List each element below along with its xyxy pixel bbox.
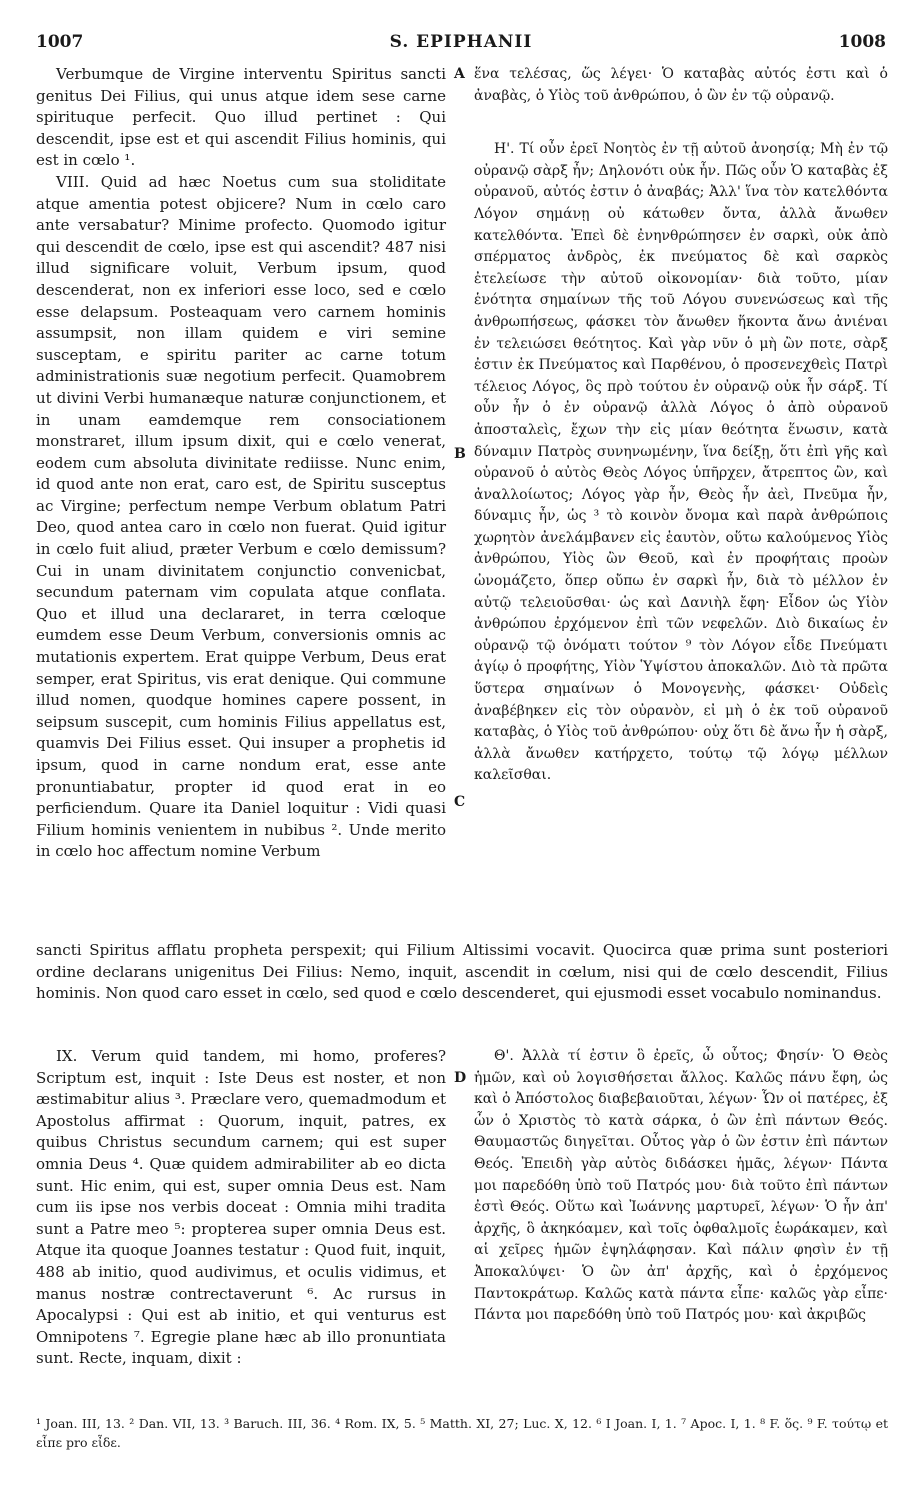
greek-paragraph: Θ'. Ἀλλὰ τί ἐστιν ὃ ἐρεῖς, ὦ οὗτος; Φησίν· Ὁ Θεὸς ἡμῶν, καὶ οὐ λογισθήσεται ἄλλος. Καλῶς πάνυ ἔφη, ὡς καὶ ὁ Ἀπόστολος διαβεβαιοῦται, λέγων· Ὧν οἱ πατέρες, ἐξ ὧν ὁ Χριστὸς τὸ κατὰ σάρκα, ὁ ὢν ἐπὶ πάντων Θεός. Θαυμαστῶς διηγεῖται. Οὗτος γὰρ ὁ ὢν ἐστιν ἐπὶ πάντων Θεός. Ἐπειδὴ γὰρ αὐτὸς διδάσκει ἡμᾶς, λέγων· Πάντα μοι παρεδόθη ὑπὸ τοῦ Πατρός μου· διὰ τοῦτο ἐπὶ πάντων ἐστὶ Θεός. Οὕτω καὶ Ἰωάννης μαρτυρεῖ, λέγων· Ὁ ἦν ἀπ' ἀρχῆς, ὃ ἀκηκόαμεν, καὶ τοῖς ὀφθαλμοῖς ἑωράκαμεν, καὶ αἱ χεῖρες ἡμῶν ἐψηλάφησαν. Καὶ πάλιν φησὶν ἐν τῇ Ἀποκαλύψει· Ὁ ὢν ἀπ' ἀρχῆς, καὶ ὁ ἐρχόμενος Παντοκράτωρ. Καλῶς κατὰ πάντα εἶπε· καλῶς γὰρ εἶπε· Πάντα μοι παρεδόθη ὑπὸ τοῦ Πατρός μου· καὶ ἀκριβῶς [474,1048,888,1324]
margin-letter-a: A [454,66,465,82]
latin-column-lower [36,1046,446,1370]
greek-paragraph: ἕνα τελέσας, ὥς λέγει· Ὁ καταβὰς αὐτός ἐστι καὶ ὁ ἀναβὰς, ὁ Υἱὸς τοῦ ἀνθρώπου, ὁ ὢν ἐν τῷ οὐρανῷ. [474,66,888,104]
greek-column-lower [474,1046,888,1327]
greek-paragraph: Η'. Τί οὖν ἐρεῖ Νοητὸς ἐν τῇ αὐτοῦ ἀνοησίᾳ; Μὴ ἐν τῷ οὐρανῷ σὰρξ ἦν; Δηλονότι οὐκ ἦν. Πῶς οὖν Ὁ καταβὰς ἐξ οὐρανοῦ, αὐτός ἐστιν ὁ ἀναβάς; Ἀλλ' ἵνα τὸν κατελθόντα Λόγον σημάνῃ οὐ κάτωθεν ὄντα, ἀλλὰ ἄνωθεν κατελθόντα. Ἐπεὶ δὲ ἐνηνθρώπησεν ἐν σαρκὶ, οὐκ ἀπὸ σπέρματος ἀνδρὸς, ἐκ πνεύματος δὲ καὶ σαρκὸς ἐτελείωσε τὴν αὐτοῦ οἰκονομίαν· διὰ τοῦτο, μίαν ἑνότητα σημαίνων τῆς τοῦ Λόγου συνενώσεως καὶ τῆς ἀνθρωπήσεως, φάσκει τὸν ἄνωθεν ἥκοντα ἄνω ἀνιέναι ἐν τελειώσει θεότητος. Καὶ γὰρ νῦν ὁ μὴ ὢν ποτε, σὰρξ ἐστιν ἐκ Πνεύματος καὶ Παρθένου, ὁ προσενεχθεὶς Πατρὶ τέλειος Λόγος, ὃς πρὸ τούτου ἐν οὐρανῷ οὐκ ἦν σάρξ. Τί οὖν ἦν ὁ ἐν οὐρανῷ ἀλλὰ Λόγος ὁ ἀπὸ οὐρανοῦ ἀποσταλεὶς, ἔχων τὴν εἰς μίαν θεότητα ἕνωσιν, κατὰ δύναμιν Πατρὸς συνηνωμένην, ἵνα δείξῃ, ὅτι ἐπὶ γῆς καὶ οὐρανοῦ ὁ αὐτὸς Θεὸς Λόγος ὑπῆρχεν, ἄτρεπτος ὢν, καὶ ἀναλλοίωτος; Λόγος γὰρ ἦν, Θεὸς ἦν ἀεὶ, Πνεῦμα ἦν, δύναμις ἦν, ὡς ³ τὸ κοινὸν ὄνομα καὶ παρὰ ἀνθρώποις χωρητὸν ἀνελάμβανεν εἰς ἑαυτὸν, οὕτω καλούμενος Υἱὸς ἀνθρώπου, Υἱὸς ὢν Θεοῦ, καὶ ἐν προφήταις προὼν ὠνομάζετο, ὅπερ οὔπω ἐν σαρκὶ ἦν, διὰ τὸ μέλλον ἐν αὐτῷ τελειοῦσθαι· ὡς καὶ Δανιὴλ ἔφη· Εἶδον ὡς Υἱὸν ἀνθρώπου ἐρχόμενον ἐπὶ τῶν νεφελῶν. Διὸ δικαίως ἐν οὐρανῷ τῷ ὀνόματι τούτον ⁹ τὸν Λόγον εἶδε Πνεύματι ἁγίῳ ὁ προφήτης, Υἱὸν Ὑψίστου ἀποκαλῶν. Διὸ τὰ πρῶτα ὕστερα σημαίνων ὁ Μονογενὴς, φάσκει· Οὐδεὶς ἀναβέβηκεν εἰς τὸν οὐρανὸν, εἰ μὴ ὁ ἐκ τοῦ οὐρανοῦ καταβὰς, ὁ Υἱὸς τοῦ ἀνθρώπου· οὐχ ὅτι δὲ ἄνω ἦν ἡ σὰρξ, ἀλλὰ ἄνωθεν κατήρχετο, τούτῳ τῷ λόγῳ μέλλων καλεῖσθαι. [474,141,888,784]
running-header [36,32,886,56]
running-title: S. EPIPHANII [389,32,533,52]
greek-column-upper [474,64,888,787]
margin-letter-c: C [454,794,466,810]
margin-letter-b: B [454,446,466,462]
page-number-left: 1007 [36,32,84,52]
full-width-paragraph: sancti Spiritus afflatu propheta perspexit; qui Filium Altissimi vocavit. Quocirca quæ prima sunt posteriori ordine declarans unigenitus Dei Filius: Nemo, inquit, ascendit in cœlum, nisi qui de cœlo descendit, Filius hominis. Non quod caro esset in cœlo, sed quod e cœlo descenderet, qui ejusmodi esset vocabulo nominandus. [36,941,888,1003]
latin-paragraph: Verbumque de Virgine interventu Spiritus sancti genitus Dei Filius, qui unus atque idem sese carne spirituque perfecit. Quo illud pertinet : Qui descendit, ipse est et qui ascendit Filius hominis, qui est in cœlo ¹. [36,65,446,170]
margin-letter-d: D [454,1070,467,1086]
page-number-right: 1008 [838,32,886,52]
latin-column-upper [36,64,446,863]
footnotes: ¹ Joan. III, 13. ² Dan. VII, 13. ³ Baruch. III, 36. ⁴ Rom. IX, 5. ⁵ Matth. XI, 27; Luc. X, 12. ⁶ I Joan. I, 1. ⁷ Apoc. I, 1. ⁸ F. ὅς. ⁹ F. τούτῳ et εἶπε pro εἶδε. [36,1416,888,1450]
latin-paragraph: IX. Verum quid tandem, mi homo, proferes? Scriptum est, inquit : Iste Deus est noster, et non æstimabitur alius ³. Præclare vero, quemadmodum et Apostolus affirmat : Quorum, inquit, patres, ex quibus Christus secundum carnem; qui est super omnia Deus ⁴. Quæ quidem admirabiliter ab eo dicta sunt. Hic enim, qui est, super omnia Deus est. Nam cum iis ipse nos verbis doceat : Omnia mihi tradita sunt a Patre meo ⁵: propterea super omnia Deus est. Atque ita quoque Joannes testatur : Quod fuit, inquit, 488 ab initio, quod audivimus, et oculis vidimus, et manus nostræ contrectaverunt ⁶. Ac rursus in Apocalypsi : Qui est ab initio, et qui venturus est Omnipotens ⁷. Egregie plane hæc ab illo pronuntiata sunt. Recte, inquam, dixit : [36,1047,446,1368]
latin-paragraph: VIII. Quid ad hæc Noetus cum sua stoliditate atque amentia potest objicere? Num in cœlo caro ante versabatur? Minime profecto. Quomodo igitur qui descendit de cœlo, ipse est qui ascendit? 487 nisi illud significare voluit, Verbum ipsum, quod descenderat, non ex inferiori esse loco, sed e cœlo esse delapsum. Posteaquam vero carnem hominis assumpsit, non illam quidem e viri semine susceptam, e spiritu pariter ac carne totum administrationis suæ negotium perfecit. Quamobrem ut divini Verbi humanæque naturæ conjunctionem, et in unam eamdemque rem consociationem monstraret, illum ipsum dixit, qui e cœlo venerat, eodem cum absoluta divinitate rediisse. Nunc enim, id quod ante non erat, caro est, de Spiritu susceptus ac Virgine; perfectum nempe Verbum oblatum Patri Deo, quod antea caro in cœlo non fuerat. Quid igitur in cœlo fuit aliud, præter Verbum e cœlo demissum? Cui in unam divinitatem conjunctio convenicbat, secundum paternam vim copulata atque conflata. Quo et illud una declararet, in terra cœloque eumdem esse Deum Verbum, conversionis omnis ac mutationis expertem. Erat quippe Verbum, Deus erat semper, erat Spiritus, vis erat denique. Qui commune illud nomen, quodque homines capere possent, in seipsum suscepit, cum hominis Filius appellatus est, quamvis Dei Filius esset. Qui insuper a prophetis id ipsum, quod in carne nondum erat, esse ante pronuntiabatur, propter id quod erat in eo perficiendum. Quare ita Daniel loquitur : Vidi quasi Filium hominis venientem in nubibus ². Unde merito in cœlo hoc affectum nomine Verbum [36,172,446,861]
